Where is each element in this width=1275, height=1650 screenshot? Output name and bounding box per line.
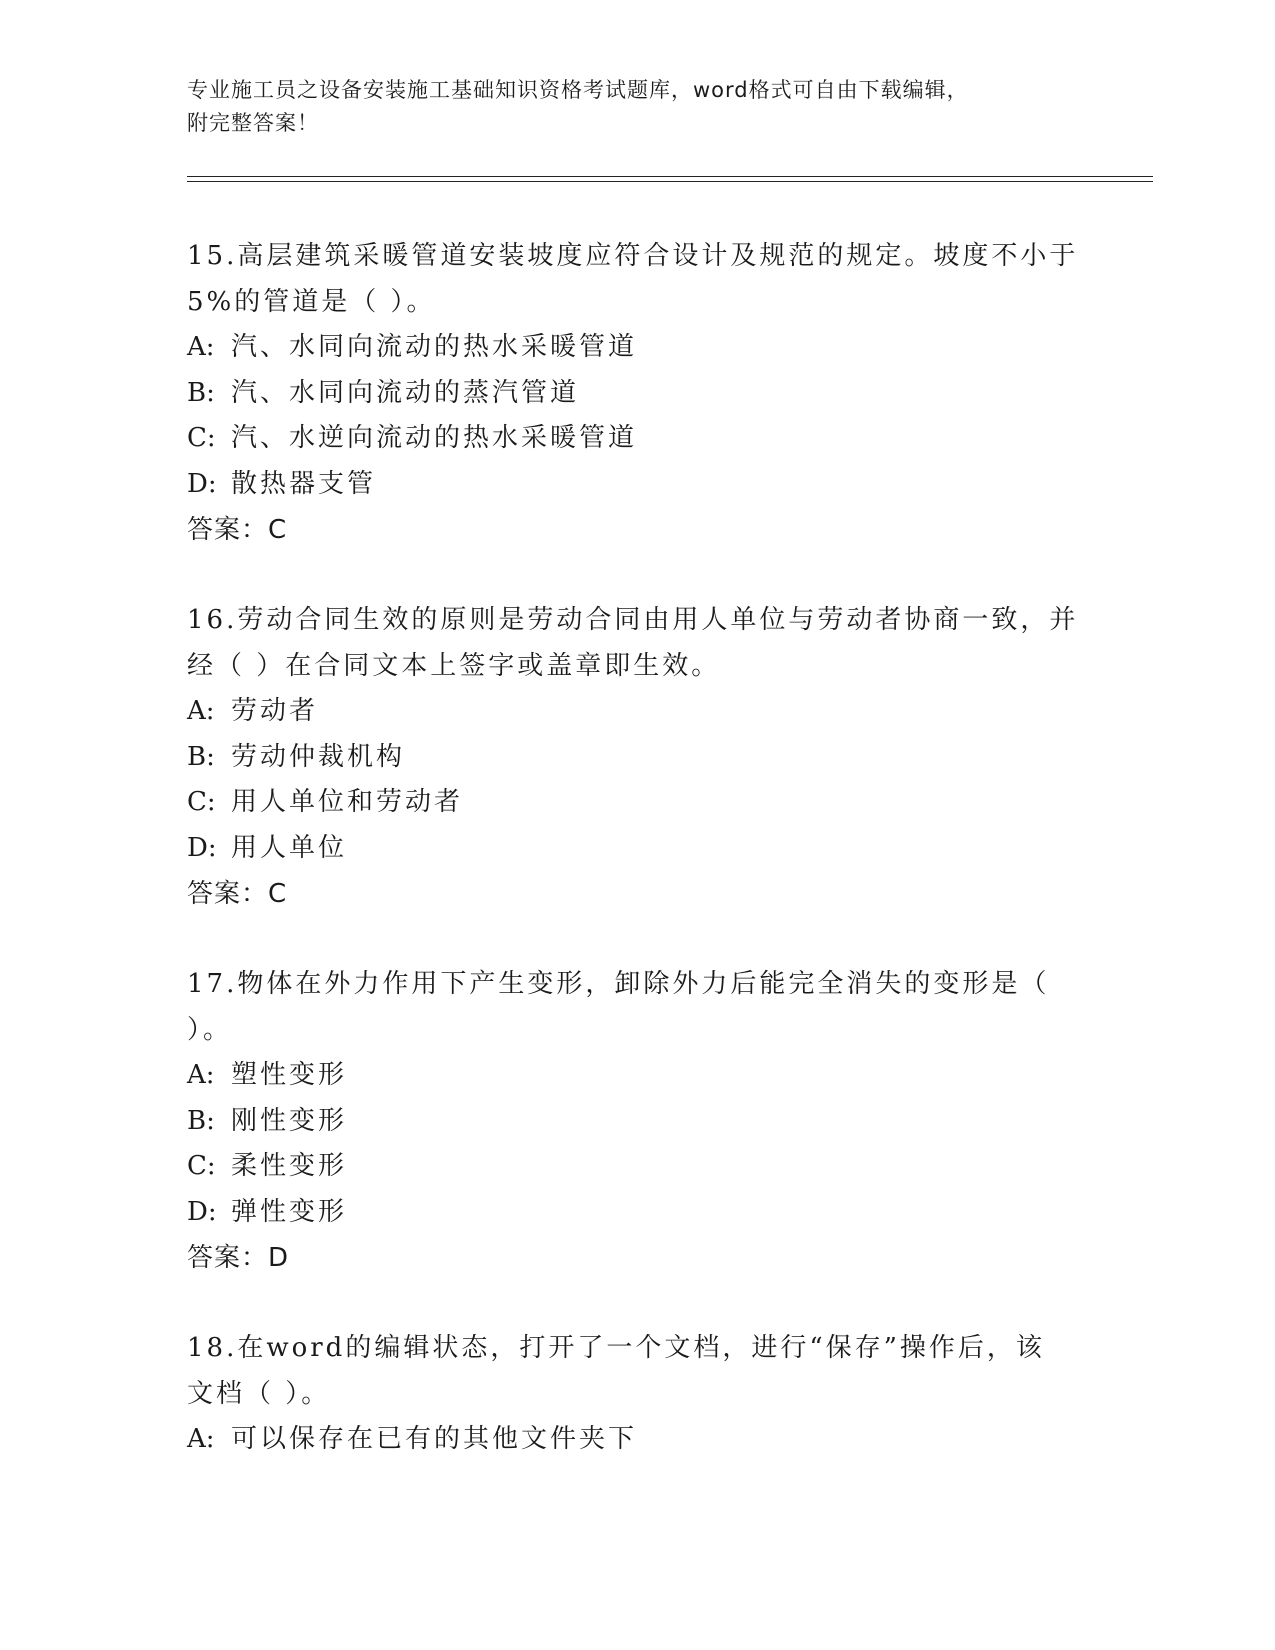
answer-line: 答案：C — [187, 879, 288, 909]
option-b — [187, 1099, 1087, 1145]
option-text: 用人单位和劳动者 — [231, 787, 464, 817]
option-text: 刚性变形 — [231, 1105, 348, 1136]
question-17 — [187, 961, 1087, 1281]
option-key: A: — [187, 696, 215, 726]
answer-line: 答案：D — [187, 1243, 290, 1273]
question-stem-line-2: 文档（ ）。 — [187, 1379, 331, 1409]
option-b — [187, 371, 1087, 417]
question-stem — [187, 597, 1087, 689]
header-line-2: 附完整答案！ — [187, 111, 319, 135]
option-text: 塑性变形 — [231, 1060, 348, 1090]
option-key: C: — [187, 1151, 216, 1181]
question-16 — [187, 597, 1087, 917]
option-key: B: — [187, 741, 215, 772]
document-header — [187, 74, 1067, 140]
option-text: 弹性变形 — [231, 1196, 348, 1227]
question-stem-line-1: 15.高层建筑采暖管道安装坡度应符合设计及规范的规定。坡度不小于 — [187, 241, 1079, 271]
option-a — [187, 1417, 1087, 1463]
question-stem-line-2: 5%的管道是（ ）。 — [187, 287, 436, 317]
option-text: 汽、水同向流动的热水采暖管道 — [231, 332, 638, 362]
option-text: 汽、水同向流动的蒸汽管道 — [231, 377, 580, 408]
option-key: C: — [187, 787, 216, 817]
option-a — [187, 689, 1087, 735]
option-a — [187, 325, 1087, 371]
question-stem-line-1: 16.劳动合同生效的原则是劳动合同由用人单位与劳动者协商一致，并 — [187, 605, 1079, 635]
option-b — [187, 735, 1087, 781]
question-stem — [187, 233, 1087, 325]
question-18 — [187, 1325, 1087, 1463]
option-text: 劳动者 — [231, 696, 319, 726]
answer-line: 答案：C — [187, 515, 288, 545]
option-key: B: — [187, 1105, 215, 1136]
option-text: 柔性变形 — [231, 1151, 348, 1181]
header-divider-bottom — [187, 181, 1153, 182]
option-c — [187, 1144, 1087, 1190]
question-stem-line-1: 17.物体在外力作用下产生变形，卸除外力后能完全消失的变形是（ — [187, 969, 1050, 999]
question-stem-line-2: 经（ ）在合同文本上签字或盖章即生效。 — [187, 651, 721, 681]
option-c — [187, 416, 1087, 462]
question-15 — [187, 233, 1087, 553]
question-stem — [187, 1325, 1087, 1417]
option-text: 汽、水逆向流动的热水采暖管道 — [231, 423, 638, 453]
option-c — [187, 780, 1087, 826]
question-stem-line-1: 18.在word的编辑状态，打开了一个文档，进行“保存”操作后，该 — [187, 1333, 1045, 1363]
option-d — [187, 462, 1087, 508]
option-text: 用人单位 — [231, 832, 348, 863]
header-line-1: 专业施工员之设备安装施工基础知识资格考试题库，word格式可自由下载编辑， — [187, 78, 969, 102]
option-a — [187, 1053, 1087, 1099]
option-text: 散热器支管 — [231, 468, 377, 499]
option-key: D: — [187, 1196, 217, 1227]
option-d — [187, 1190, 1087, 1236]
question-stem — [187, 961, 1087, 1053]
option-key: D: — [187, 468, 217, 499]
option-d — [187, 826, 1087, 872]
question-stem-line-2: ）。 — [187, 1015, 233, 1045]
option-text: 劳动仲裁机构 — [231, 741, 406, 772]
option-key: A: — [187, 1424, 215, 1454]
option-key: C: — [187, 423, 216, 453]
option-text: 可以保存在已有的其他文件夹下 — [231, 1424, 638, 1454]
option-key: A: — [187, 332, 215, 362]
option-key: B: — [187, 377, 215, 408]
header-divider-top — [187, 176, 1153, 177]
option-key: D: — [187, 832, 217, 863]
option-key: A: — [187, 1060, 215, 1090]
